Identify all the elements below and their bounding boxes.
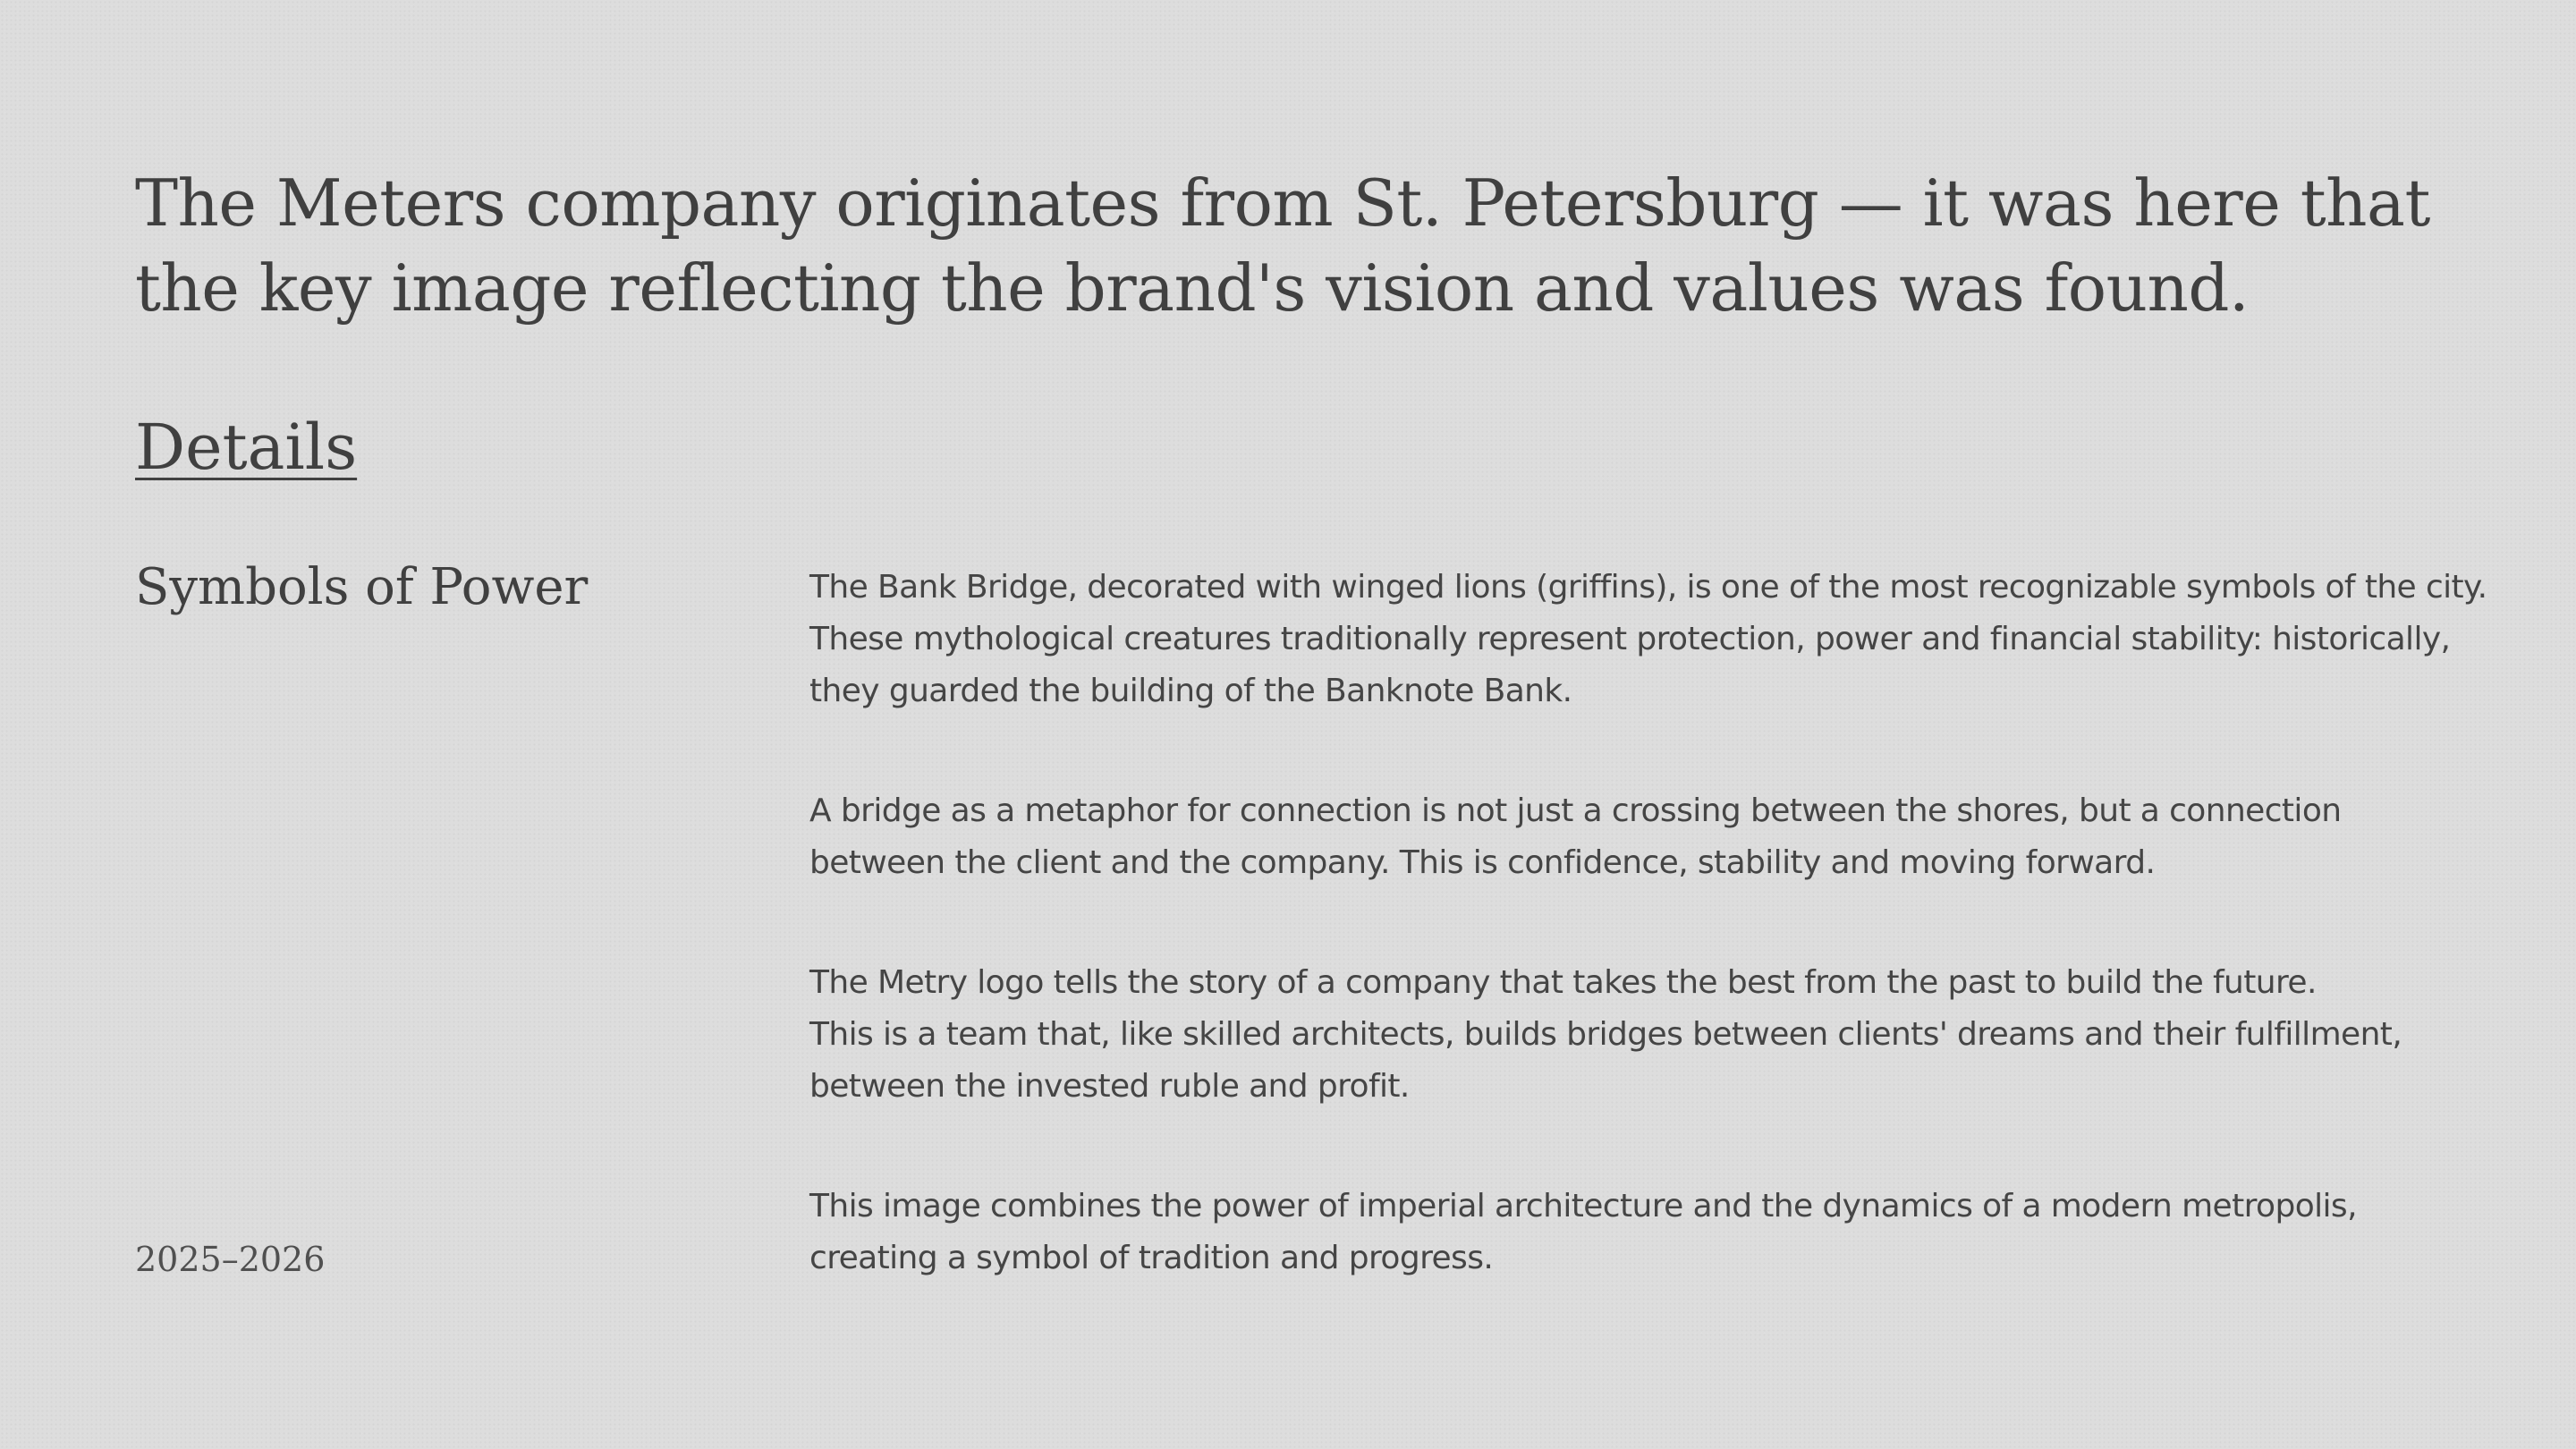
paragraph-line: This image combines the power of imperial architecture and the dynamics of a modern metropolis, — [809, 1188, 2357, 1224]
paragraph-metry-logo — [809, 957, 2491, 1113]
paragraph-line: The Metry logo tells the story of a company that takes the best from the past to build the future. — [809, 964, 2317, 1001]
paragraph-image-combines — [809, 1181, 2491, 1284]
paragraph-line: creating a symbol of tradition and progress. — [809, 1240, 1494, 1276]
headline — [135, 161, 2496, 331]
headline-line-1: The Meters company originates from St. Petersburg — it was here that — [135, 165, 2430, 241]
paragraph-line: between the client and the company. This is confidence, stability and moving forward. — [809, 844, 2156, 881]
paragraph-line: This is a team that, like skilled architects, builds bridges between clients' dreams and their fulfillment, — [809, 1016, 2402, 1053]
headline-line-2: the key image reflecting the brand's vision and values was found. — [135, 250, 2250, 326]
body-text-column — [809, 562, 2491, 1352]
paragraph-line: These mythological creatures traditionally represent protection, power and financial stability: historically, — [809, 621, 2451, 657]
paragraph-line: A bridge as a metaphor for connection is not just a crossing between the shores, but a connection — [809, 792, 2342, 829]
years-label: 2025–2026 — [135, 1240, 326, 1279]
paragraph-bank-bridge — [809, 562, 2491, 717]
details-link[interactable]: Details — [135, 411, 358, 484]
paragraph-bridge-metaphor — [809, 785, 2491, 889]
paragraph-line: between the invested ruble and profit. — [809, 1068, 1410, 1105]
paragraph-line: they guarded the building of the Banknote Bank. — [809, 673, 1572, 709]
paragraph-line: The Bank Bridge, decorated with winged lions (griffins), is one of the most recognizable symbols of the city. — [809, 569, 2487, 606]
section-title: Symbols of Power — [135, 558, 589, 616]
